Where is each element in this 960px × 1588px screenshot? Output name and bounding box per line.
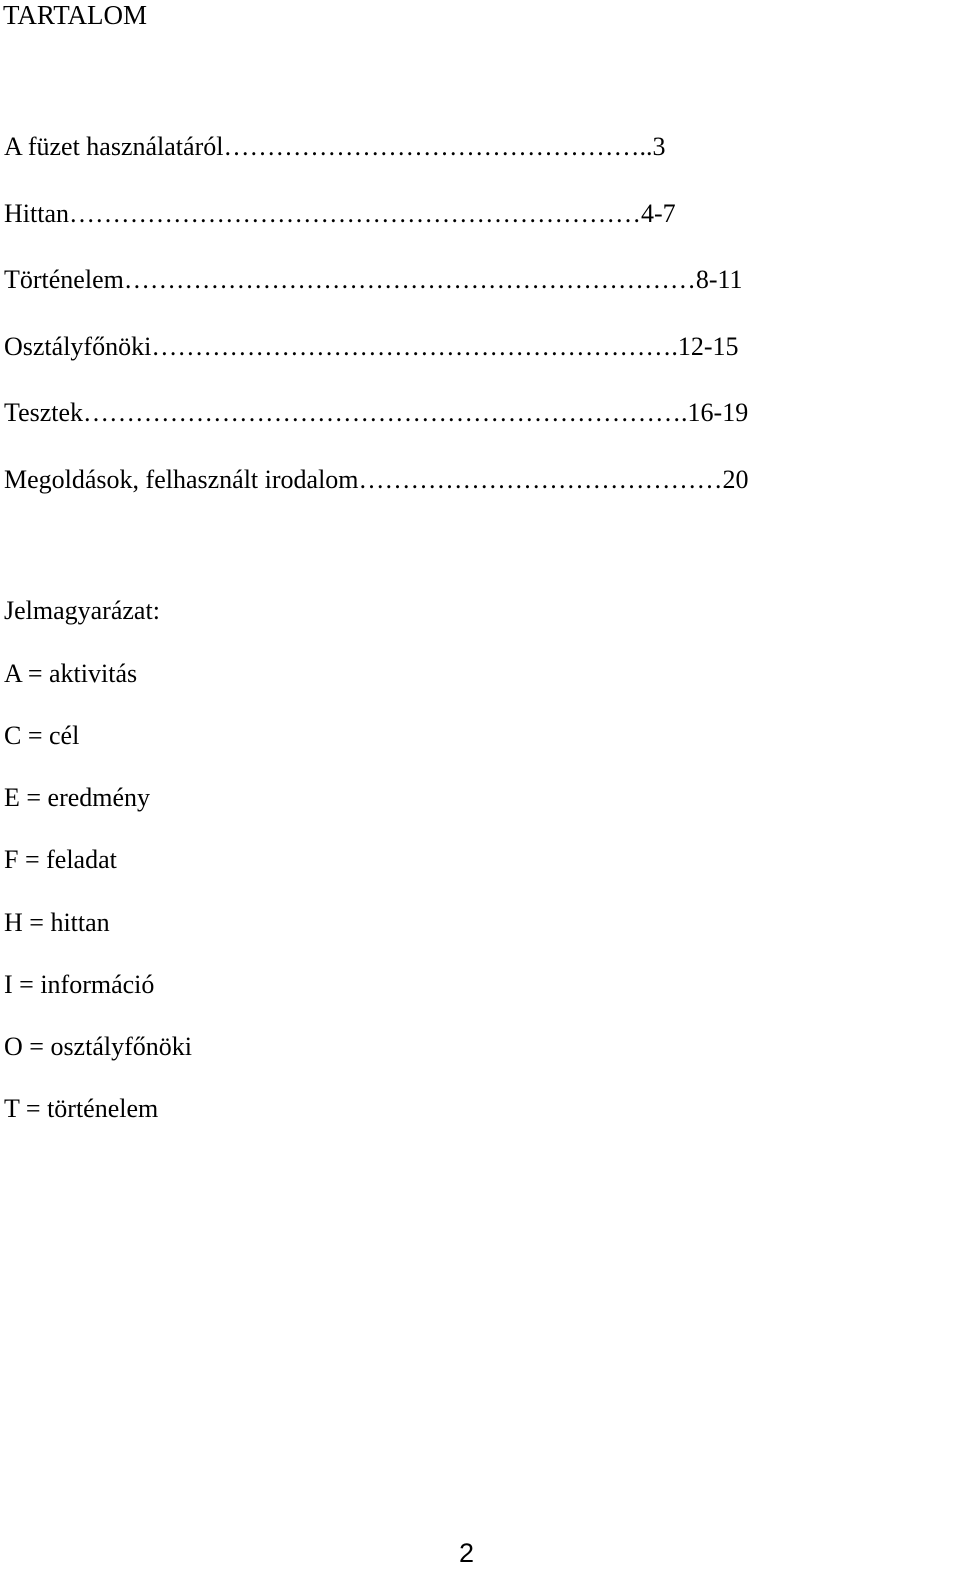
toc-page: 4-7: [641, 199, 676, 228]
legend-heading: Jelmagyarázat:: [4, 596, 160, 625]
toc-label: Történelem: [4, 265, 124, 294]
legend-item: T = történelem: [4, 1094, 159, 1123]
legend-item: A = aktivitás: [4, 659, 138, 688]
toc-page: 12-15: [677, 332, 739, 361]
toc-leader: ……………………………………: [358, 465, 723, 494]
toc-leader: …………………………………………………….: [151, 332, 678, 361]
toc-page: 8-11: [695, 265, 743, 294]
toc-label: A füzet használatáról: [4, 132, 224, 161]
toc-leader: …………………………………………..: [223, 132, 653, 161]
toc-page: 20: [722, 465, 749, 494]
legend-item: E = eredmény: [4, 783, 151, 812]
legend-item: F = feladat: [4, 845, 117, 874]
toc-label: Tesztek: [4, 398, 84, 427]
toc-entry-tesztek: [4, 398, 748, 428]
page-number: 2: [459, 1538, 475, 1568]
toc-entry-fuzet: [4, 132, 665, 162]
legend-item: I = információ: [4, 970, 155, 999]
toc-leader: …………………………………………………………….: [83, 398, 688, 427]
toc-page: 3: [652, 132, 666, 161]
legend-item: H = hittan: [4, 908, 110, 937]
toc-leader: …………………………………………………………: [69, 199, 641, 228]
toc-entry-megoldasok: [4, 465, 749, 495]
toc-label: Hittan: [4, 199, 69, 228]
page-title: TARTALOM: [3, 0, 148, 30]
toc-label: Megoldások, felhasznált irodalom: [4, 465, 359, 494]
toc-entry-hittan: [4, 199, 676, 229]
toc-page: 16-19: [687, 398, 749, 427]
toc-entry-tortenelem: [4, 265, 743, 295]
toc-leader: …………………………………………………………: [123, 265, 696, 294]
toc-entry-osztalyfonoki: [4, 332, 738, 362]
toc-label: Osztályfőnöki: [4, 332, 152, 361]
legend-item: C = cél: [4, 721, 80, 750]
legend-item: O = osztályfőnöki: [4, 1032, 192, 1061]
